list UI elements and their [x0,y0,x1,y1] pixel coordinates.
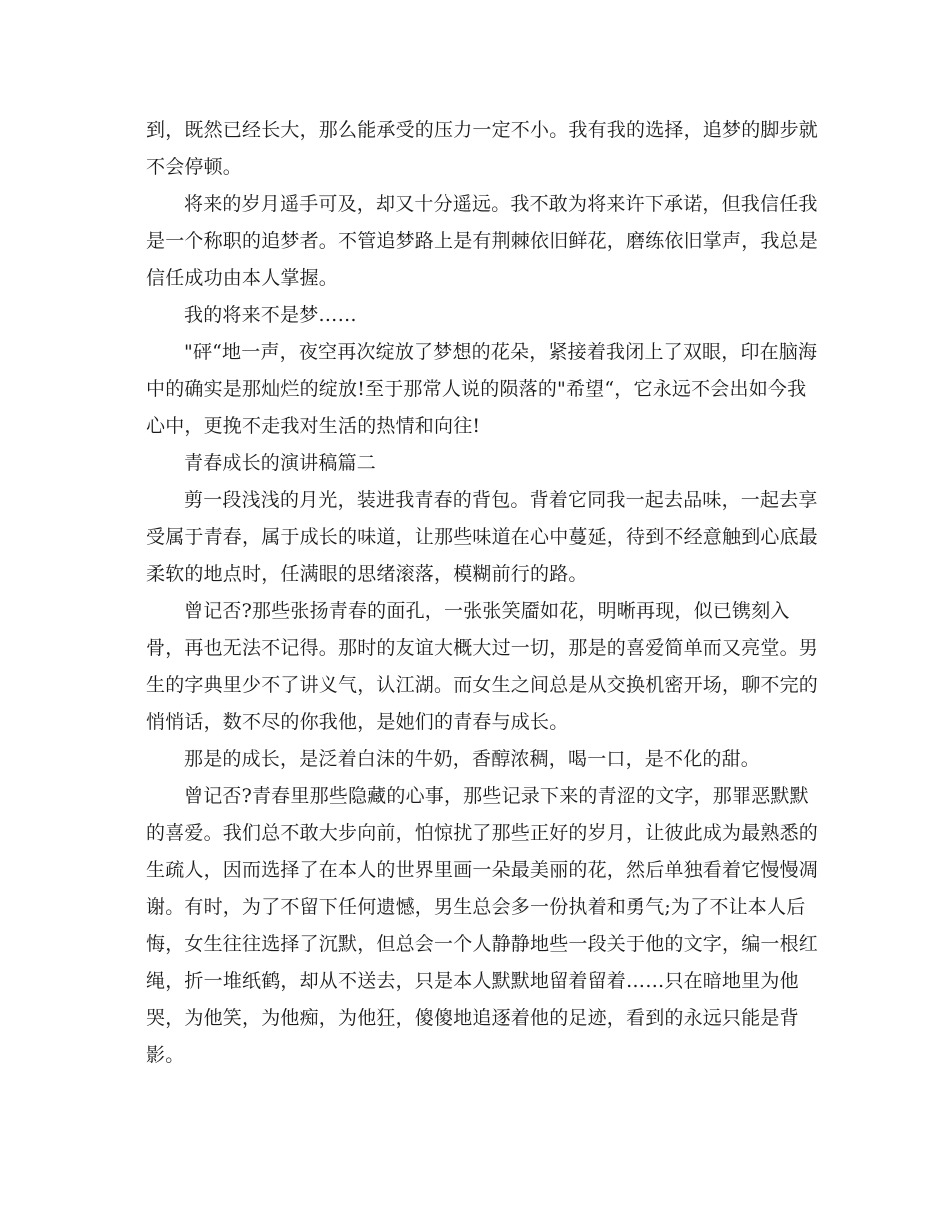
text-line: 曾记否?青春里那些隐藏的心事，那些记录下来的青涩的文字，那罪恶默默 [184,785,809,807]
text-line: 信任成功由本人掌握。 [146,267,339,289]
text-line: 是一个称职的追梦者。不管追梦路上是有荆棘依旧鲜花，磨练依旧掌声，我总是 [146,230,819,252]
text-line: 生的字典里少不了讲义气，认江湖。而女生之间总是从交换机密开场，聊不完的 [146,674,819,696]
text-line: 受属于青春，属于成长的味道，让那些味道在心中蔓延，待到不经意触到心底最 [146,526,819,548]
text-line: 柔软的地点时，任满眼的思绪滚落，模糊前行的路。 [146,563,588,585]
text-line: 哭，为他笑，为他痴，为他狂，傻傻地追逐着他的足迹，看到的永远只能是背 [146,1007,799,1029]
text-line: 影。 [146,1044,185,1066]
text-line: 悔，女生往往选择了沉默，但总会一个人静静地些一段关于他的文字，编一根红 [146,933,819,955]
text-line: 中的确实是那灿烂的绽放!至于那常人说的陨落的"希望“，它永远不会出如今我 [146,378,807,400]
text-line: 到，既然已经长大，那么能承受的压力一定不小。我有我的选择，追梦的脚步就 [146,119,819,141]
text-line: 将来的岁月遥手可及，却又十分遥远。我不敢为将来许下承诺，但我信任我 [184,193,818,215]
text-line: 骨，再也无法不记得。那时的友谊大概大过一切，那是的喜爱简单而又亮堂。男 [146,637,819,659]
text-line: 生疏人，因而选择了在本人的世界里画一朵最美丽的花，然后单独看着它慢慢凋 [146,859,819,881]
text-line: 我的将来不是梦…… [184,304,357,326]
text-line: 不会停顿。 [146,156,243,178]
text-line: 剪一段浅浅的月光，装进我青春的背包。背着它同我一起去品味，一起去享 [184,489,818,511]
text-line: 心中，更挽不走我对生活的热情和向往! [146,415,481,437]
text-line: "砰“地一声，夜空再次绽放了梦想的花朵，紧接着我闭上了双眼，印在脑海 [184,341,818,363]
text-line: 那是的成长，是泛着白沫的牛奶，香醇浓稠，喝一口，是不化的甜。 [184,748,761,770]
text-line: 谢。有时，为了不留下任何遗憾，男生总会多一份执着和勇气;为了不让本人后 [146,896,806,918]
text-line: 绳，折一堆纸鹤，却从不送去，只是本人默默地留着留着……只在暗地里为他 [146,970,799,992]
text-line: 悄悄话，数不尽的你我他，是她们的青春与成长。 [146,711,569,733]
text-line: 的喜爱。我们总不敢大步向前，怕惊扰了那些正好的岁月，让彼此成为最熟悉的 [146,822,819,844]
section-heading: 青春成长的演讲稿篇二 [184,452,377,474]
text-line: 曾记否?那些张扬青春的面孔，一张张笑靥如花，明晰再现，似已镌刻入 [184,600,790,622]
